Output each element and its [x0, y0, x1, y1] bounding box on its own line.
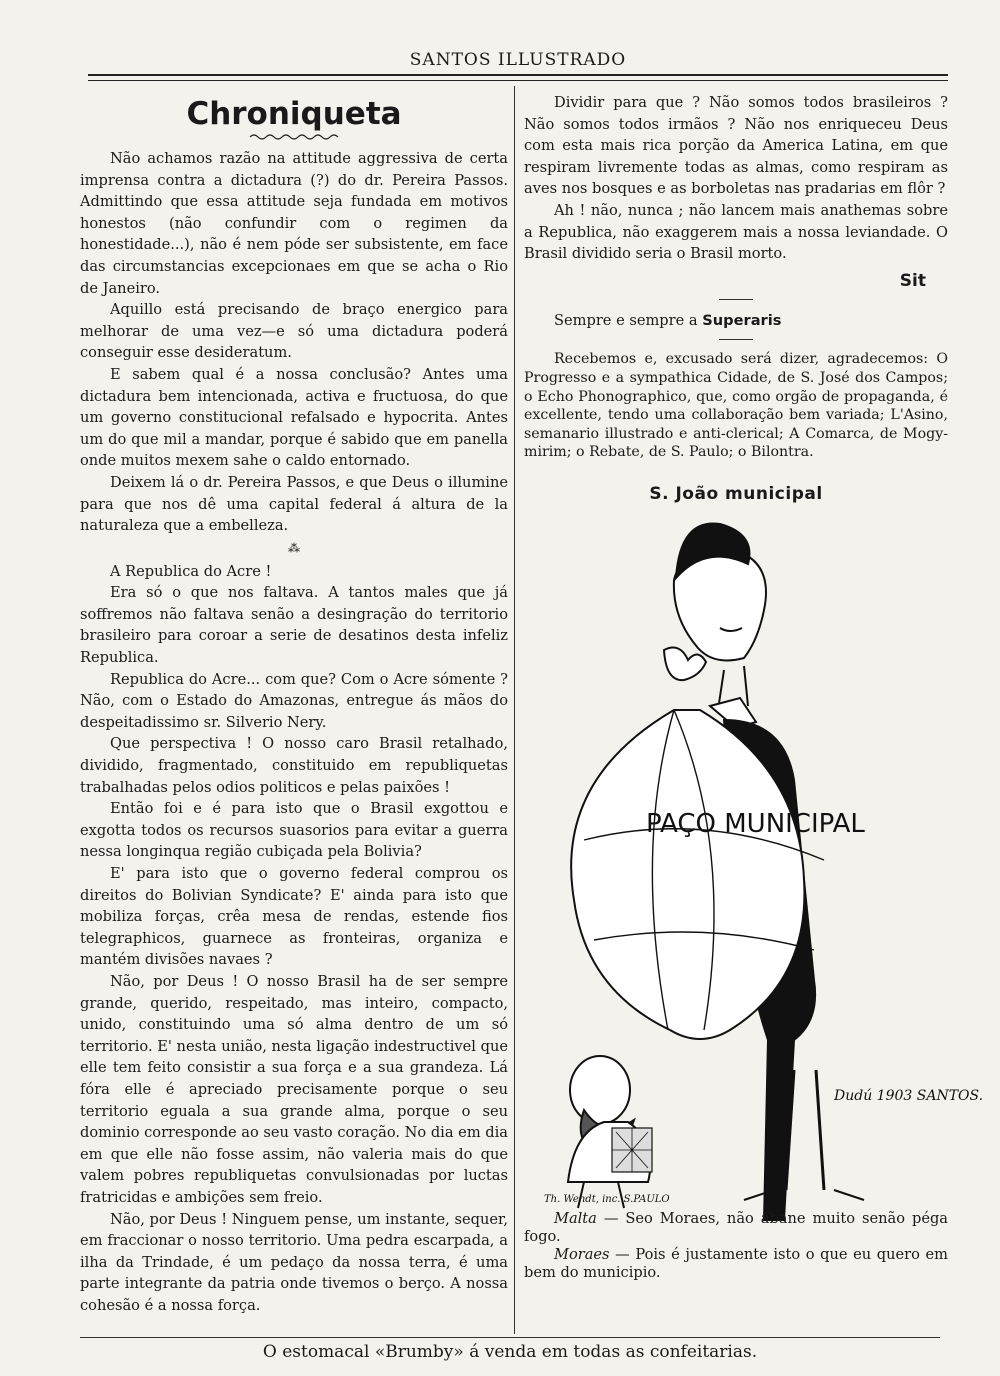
notice — [524, 310, 948, 332]
right-column — [524, 92, 984, 1282]
signature: Sit — [899, 270, 926, 291]
paragraph: Republica do Acre... com que? Com o Acre sómente ? Não, com o Estado do Amazonas, entregue ás mãos do despeitadissimo sr. Silverio Nery. — [80, 670, 508, 731]
caption-speaker: Moraes — [554, 1245, 610, 1263]
paragraph: Que perspectiva ! O nosso caro Brasil retalhado, dividido, fragmentado, constituido em republiquetas trabalhadas pelos odios politicos e pelas paixões ! — [80, 735, 508, 796]
paragraph: Então foi e é para isto que o Brasil exgottou e exgotta todos os recursos suasorios para evitar a guerra nessa longinqua região cubiçada pela Bolivia? — [80, 800, 508, 861]
notice-brand: Superaris — [702, 311, 782, 329]
cartoon-illustration — [524, 510, 984, 1210]
paragraph: E sabem qual é a nossa conclusão? Antes uma dictadura bem intencionada, activa e fructuosa, do que um governo constitucional refalsado e hypocrita. Antes um do que mil a mandar, porque é sabido que em panella onde muitos mexem sahe o caldo entornado. — [80, 365, 508, 470]
header-rule — [88, 74, 948, 81]
balloon-text: PAÇO MUNICIPAL — [646, 808, 865, 839]
paragraph: E' para isto que o governo federal comprou os direitos do Bolivian Syndicate? E' ainda para isto que mobiliza forças, crêa mesa de rendas, estende fios telegraphicos, guarnece as fronteiras, organiza e mantém divisões navaes ? — [80, 865, 508, 969]
notice-prefix: Sempre e sempre a — [554, 311, 698, 329]
paragraph: Dividir para que ? Não somos todos brasileiros ? Não somos todos irmãos ? Não nos enriqueceu Deus com esta mais rica porção da America Latina, em que respiram livremente todas as almas, como respiram as aves nos bosques e as borboletas nas pradarias em flôr ? — [524, 94, 948, 198]
footer-advert: O estomacal «Brumby» á venda em todas as confeitarias. — [262, 1342, 758, 1362]
artist-signature: Dudú 1903 SANTOS. — [834, 1087, 984, 1104]
section-separator: ⁂ — [288, 540, 300, 555]
article-title: Chroniqueta — [186, 96, 402, 132]
cartoon-title: S. João municipal — [649, 483, 823, 504]
paragraph: Não, por Deus ! Ninguem pense, um instante, sequer, em fraccionar o nosso territorio. Uma pedra escarpada, a ilha da Trindade, é um pedaço da nossa terra, é uma parte integrante da patria onde tivemos o berço. A nossa cohesão é a nossa força. — [80, 1210, 508, 1314]
title-ornament — [248, 132, 340, 142]
caption-text: — Pois é justamente isto o que eu quero em bem do municipio. — [524, 1245, 948, 1281]
footer-rule — [80, 1337, 940, 1338]
caption-speaker: Malta — [554, 1209, 597, 1227]
paragraph: Deixem lá o dr. Pereira Passos, e que Deus o illumine para que nos dê uma capital federal á altura de la naturaleza que a embelleza. — [80, 473, 508, 535]
left-column — [80, 92, 508, 1316]
paragraph: Não achamos razão na attitude aggressiva de certa imprensa contra a dictadura (?) do dr. Pereira Passos. Admittindo que essa attitude seja fundada em motivos honestos (não confundir com o regimen da honestidade...), não é nem póde ser subsistente, em face das circumstancias excepcionaes em que se acha o Rio de Janeiro. — [80, 150, 508, 297]
caption — [524, 1210, 948, 1246]
paragraph: Não, por Deus ! O nosso Brasil ha de ser sempre grande, querido, respeitado, mas inteiro, compacto, unido, constituindo uma só alma dentro de um só territorio. E' nesta união, nesta ligação indestructivel que elle tem feito consistir a sua força e a sua grandeza. Lá fóra elle é apreciado precisamente porque o seu territorio eguala a sua grande alma, porque o seu dominio corresponde ao seu vasto coração. No dia em dia em que elle não fosse assim, não valeria mais do que valem pobres republiquetas convulsionadas por luctas fratricidas e ambições sem freio. — [80, 972, 509, 1206]
paragraph: Ah ! não, nunca ; não lancem mais anathemas sobre a Republica, não exaggerem mais a nossa leviandade. O Brasil dividido seria o Brasil morto. — [524, 201, 948, 263]
paragraph: Aquillo está precisando de braço energico para melhorar de uma vez—e só uma dictadura poderá conseguir esse desideratum. — [80, 301, 508, 362]
caption — [524, 1246, 948, 1282]
printer-credit: Th. Wendt, inc. S.PAULO — [544, 1193, 670, 1205]
paragraph: A Republica do Acre ! — [110, 562, 272, 580]
paragraph: Era só o que nos faltava. A tantos males que já soffremos não faltava senão a desingração do territorio brasileiro para coroar a serie de desatinos desta infeliz Republica. — [80, 584, 508, 667]
dash-separator — [719, 339, 753, 340]
caption-text: — Seo Moraes, não abane muito senão péga fogo. — [524, 1209, 948, 1245]
column-divider — [514, 86, 515, 1334]
received-notice: Recebemos e, excusado será dizer, agradecemos: O Progresso e a sympathica Cidade, de S. José dos Campos; o Echo Phonographico, que, como orgão de propaganda, é excellente, tendo uma collaboração bem variada; L'Asino, semanario illustrado e anti-clerical; A Comarca, de Mogy-mirim; o Rebate, de S. Paulo; o Bilontra. — [524, 351, 948, 461]
masthead: SANTOS ILLUSTRADO — [409, 50, 627, 70]
dash-separator — [719, 299, 753, 300]
